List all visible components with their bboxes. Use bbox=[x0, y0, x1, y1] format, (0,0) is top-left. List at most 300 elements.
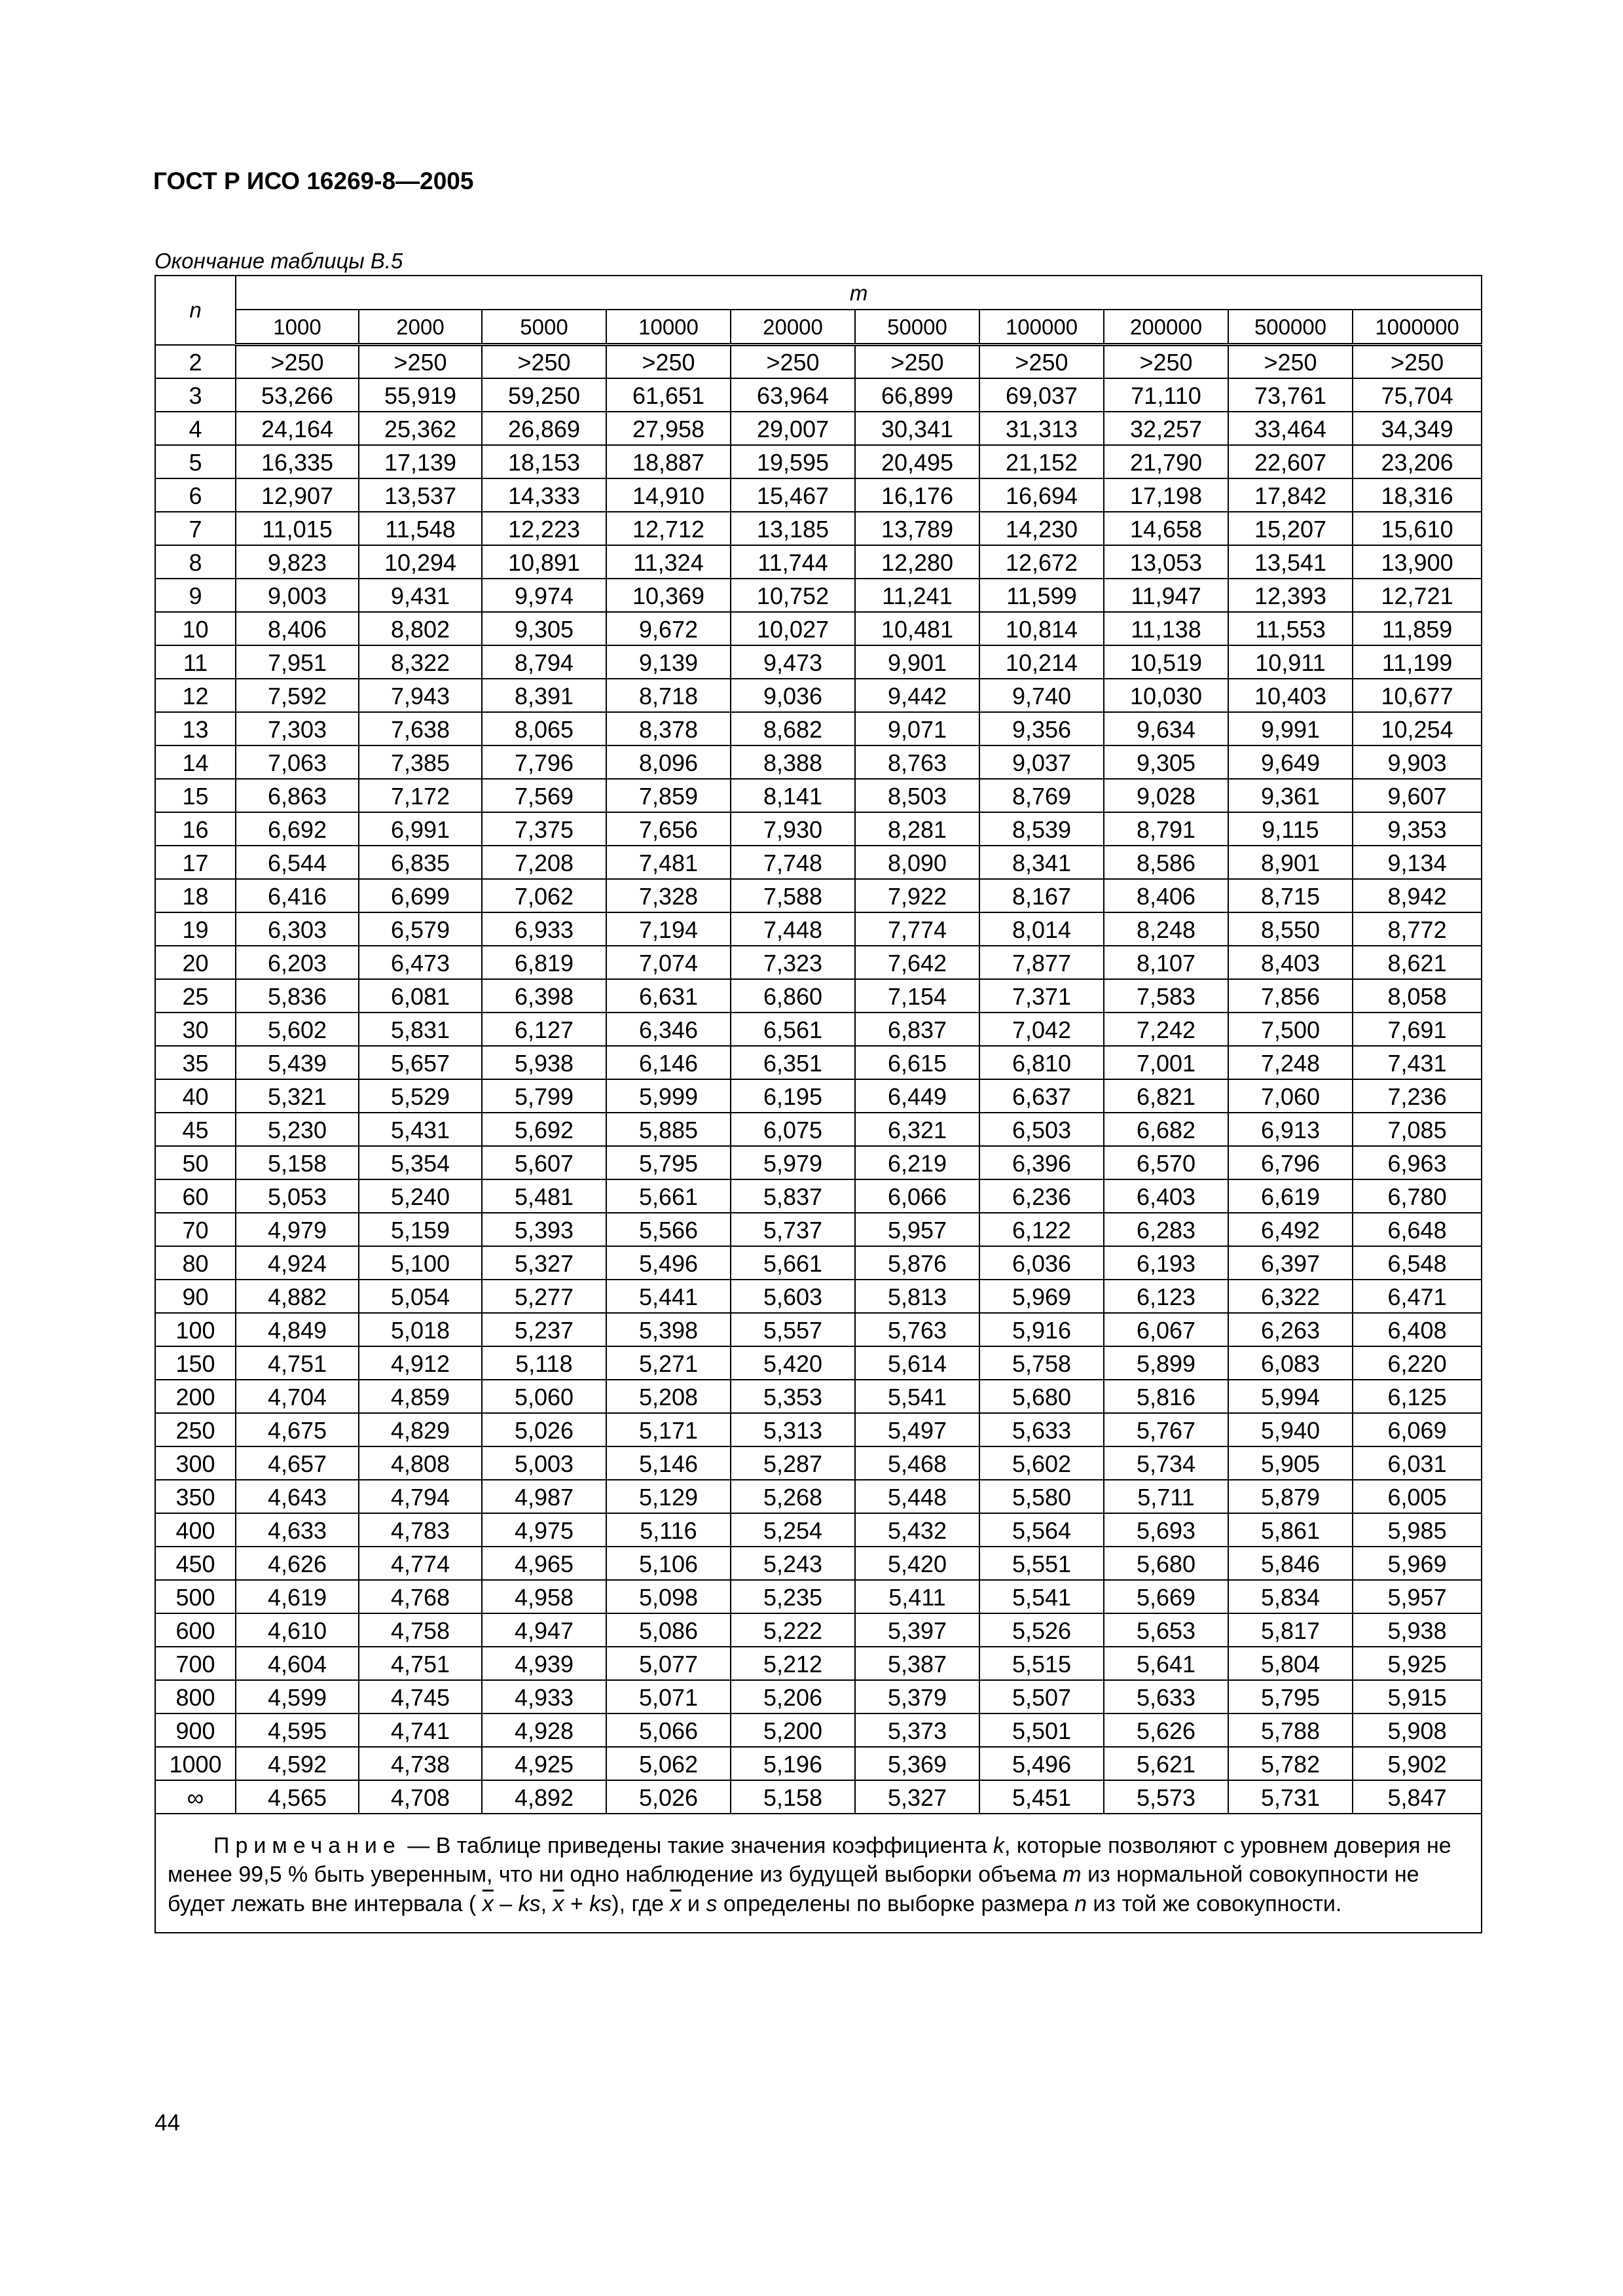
value-cell: 5,526 bbox=[979, 1613, 1104, 1647]
value-cell: 6,561 bbox=[731, 1013, 855, 1046]
value-cell: 27,958 bbox=[606, 412, 731, 445]
value-cell: 7,638 bbox=[359, 712, 482, 745]
value-cell: 5,837 bbox=[731, 1179, 855, 1213]
value-cell: 5,196 bbox=[731, 1747, 855, 1780]
value-cell: 4,987 bbox=[482, 1480, 606, 1513]
value-cell: 21,152 bbox=[979, 445, 1104, 478]
value-cell: 5,925 bbox=[1353, 1647, 1482, 1680]
value-cell: 4,768 bbox=[359, 1580, 482, 1613]
value-cell: 5,680 bbox=[979, 1380, 1104, 1413]
value-cell: 5,916 bbox=[979, 1313, 1104, 1346]
value-cell: 5,957 bbox=[855, 1213, 979, 1246]
value-cell: 4,738 bbox=[359, 1747, 482, 1780]
table-row bbox=[155, 846, 1482, 879]
value-cell: 5,940 bbox=[1228, 1413, 1353, 1446]
table-row bbox=[155, 712, 1482, 745]
m-header-cell: 2000 bbox=[359, 310, 482, 345]
value-cell: 5,831 bbox=[359, 1013, 482, 1046]
n-cell: 16 bbox=[155, 812, 236, 846]
value-cell: 5,602 bbox=[979, 1446, 1104, 1480]
table-row bbox=[155, 679, 1482, 712]
value-cell: 5,633 bbox=[1104, 1680, 1228, 1713]
value-cell: 6,203 bbox=[236, 946, 359, 979]
value-cell: 5,861 bbox=[1228, 1513, 1353, 1547]
table-row bbox=[155, 946, 1482, 979]
value-cell: 6,036 bbox=[979, 1246, 1104, 1280]
value-cell: 5,501 bbox=[979, 1713, 1104, 1747]
value-cell: 6,933 bbox=[482, 912, 606, 946]
table-row bbox=[155, 612, 1482, 645]
n-cell: 35 bbox=[155, 1046, 236, 1079]
value-cell: 5,369 bbox=[855, 1747, 979, 1780]
value-cell: 5,235 bbox=[731, 1580, 855, 1613]
n-cell: 500 bbox=[155, 1580, 236, 1613]
value-cell: 10,027 bbox=[731, 612, 855, 645]
value-cell: 5,603 bbox=[731, 1280, 855, 1313]
value-cell: 5,287 bbox=[731, 1446, 855, 1480]
value-cell: 4,979 bbox=[236, 1213, 359, 1246]
m-header-cell: 10000 bbox=[606, 310, 731, 345]
value-cell: 5,938 bbox=[482, 1046, 606, 1079]
value-cell: 7,569 bbox=[482, 779, 606, 812]
n-cell: 10 bbox=[155, 612, 236, 645]
n-cell: 350 bbox=[155, 1480, 236, 1513]
value-cell: 8,090 bbox=[855, 846, 979, 879]
n-cell: 3 bbox=[155, 378, 236, 412]
value-cell: 6,579 bbox=[359, 912, 482, 946]
value-cell: 7,375 bbox=[482, 812, 606, 846]
value-cell: 6,398 bbox=[482, 979, 606, 1013]
value-cell: 10,403 bbox=[1228, 679, 1353, 712]
value-cell: 6,408 bbox=[1353, 1313, 1482, 1346]
value-cell: 5,529 bbox=[359, 1079, 482, 1113]
value-cell: 11,548 bbox=[359, 512, 482, 545]
value-cell: 5,129 bbox=[606, 1480, 731, 1513]
value-cell: 5,393 bbox=[482, 1213, 606, 1246]
table-row bbox=[155, 345, 1482, 378]
value-cell: 8,682 bbox=[731, 712, 855, 745]
value-cell: 5,507 bbox=[979, 1680, 1104, 1713]
n-cell: 450 bbox=[155, 1547, 236, 1580]
value-cell: 5,607 bbox=[482, 1146, 606, 1179]
value-cell: 5,354 bbox=[359, 1146, 482, 1179]
value-cell: 11,241 bbox=[855, 579, 979, 612]
value-cell: 5,060 bbox=[482, 1380, 606, 1413]
n-cell: 9 bbox=[155, 579, 236, 612]
value-cell: 4,933 bbox=[482, 1680, 606, 1713]
value-cell: 12,223 bbox=[482, 512, 606, 545]
value-cell: 15,207 bbox=[1228, 512, 1353, 545]
value-cell: 6,863 bbox=[236, 779, 359, 812]
value-cell: 5,876 bbox=[855, 1246, 979, 1280]
n-cell: 70 bbox=[155, 1213, 236, 1246]
value-cell: 5,321 bbox=[236, 1079, 359, 1113]
n-cell: 80 bbox=[155, 1246, 236, 1280]
value-cell: 8,248 bbox=[1104, 912, 1228, 946]
value-cell: 5,847 bbox=[1353, 1780, 1482, 1814]
table-row bbox=[155, 1113, 1482, 1146]
n-cell: 700 bbox=[155, 1647, 236, 1680]
value-cell: 5,564 bbox=[979, 1513, 1104, 1547]
value-cell: 20,495 bbox=[855, 445, 979, 478]
value-cell: 6,544 bbox=[236, 846, 359, 879]
value-cell: 5,398 bbox=[606, 1313, 731, 1346]
m-header-cell: 200000 bbox=[1104, 310, 1228, 345]
value-cell: 5,908 bbox=[1353, 1713, 1482, 1747]
value-cell: 7,208 bbox=[482, 846, 606, 879]
value-cell: 5,054 bbox=[359, 1280, 482, 1313]
value-cell: 5,353 bbox=[731, 1380, 855, 1413]
value-cell: 10,752 bbox=[731, 579, 855, 612]
value-cell: 13,789 bbox=[855, 512, 979, 545]
value-cell: 6,066 bbox=[855, 1179, 979, 1213]
table-row bbox=[155, 779, 1482, 812]
value-cell: 18,887 bbox=[606, 445, 731, 478]
value-cell: 12,721 bbox=[1353, 579, 1482, 612]
value-cell: 9,115 bbox=[1228, 812, 1353, 846]
value-cell: 6,219 bbox=[855, 1146, 979, 1179]
value-cell: 7,242 bbox=[1104, 1013, 1228, 1046]
value-cell: 7,943 bbox=[359, 679, 482, 712]
n-cell: 50 bbox=[155, 1146, 236, 1179]
value-cell: 5,003 bbox=[482, 1446, 606, 1480]
table-row bbox=[155, 879, 1482, 912]
value-cell: 4,704 bbox=[236, 1380, 359, 1413]
value-cell: >250 bbox=[979, 345, 1104, 378]
value-cell: 4,783 bbox=[359, 1513, 482, 1547]
value-cell: 5,602 bbox=[236, 1013, 359, 1046]
value-cell: 8,715 bbox=[1228, 879, 1353, 912]
n-cell: 100 bbox=[155, 1313, 236, 1346]
value-cell: 17,198 bbox=[1104, 478, 1228, 512]
value-cell: 4,939 bbox=[482, 1647, 606, 1680]
value-cell: 5,767 bbox=[1104, 1413, 1228, 1446]
value-cell: 5,804 bbox=[1228, 1647, 1353, 1680]
m-header-cell: 5000 bbox=[482, 310, 606, 345]
value-cell: 4,610 bbox=[236, 1613, 359, 1647]
value-cell: 6,083 bbox=[1228, 1346, 1353, 1380]
value-cell: >250 bbox=[1104, 345, 1228, 378]
value-cell: 10,814 bbox=[979, 612, 1104, 645]
table-caption: Окончание таблицы В.5 bbox=[155, 249, 403, 273]
table-row bbox=[155, 1446, 1482, 1480]
m-header-cell: 1000 bbox=[236, 310, 359, 345]
value-cell: 10,519 bbox=[1104, 645, 1228, 679]
value-cell: 16,176 bbox=[855, 478, 979, 512]
value-cell: 4,829 bbox=[359, 1413, 482, 1446]
value-cell: 13,541 bbox=[1228, 545, 1353, 579]
value-cell: 5,106 bbox=[606, 1547, 731, 1580]
n-cell: 13 bbox=[155, 712, 236, 745]
value-cell: 6,146 bbox=[606, 1046, 731, 1079]
value-cell: 4,859 bbox=[359, 1380, 482, 1413]
value-cell: 7,060 bbox=[1228, 1079, 1353, 1113]
value-cell: 6,548 bbox=[1353, 1246, 1482, 1280]
value-cell: >250 bbox=[236, 345, 359, 378]
value-cell: 5,813 bbox=[855, 1280, 979, 1313]
value-cell: 6,570 bbox=[1104, 1146, 1228, 1179]
value-cell: 5,468 bbox=[855, 1446, 979, 1480]
value-cell: 11,947 bbox=[1104, 579, 1228, 612]
n-cell: 200 bbox=[155, 1380, 236, 1413]
value-cell: 6,991 bbox=[359, 812, 482, 846]
table-row bbox=[155, 1346, 1482, 1380]
n-cell: 800 bbox=[155, 1680, 236, 1713]
value-cell: 10,030 bbox=[1104, 679, 1228, 712]
n-cell: 900 bbox=[155, 1713, 236, 1747]
value-cell: 5,397 bbox=[855, 1613, 979, 1647]
n-cell: 15 bbox=[155, 779, 236, 812]
value-cell: 5,481 bbox=[482, 1179, 606, 1213]
value-cell: 6,473 bbox=[359, 946, 482, 979]
value-cell: 9,353 bbox=[1353, 812, 1482, 846]
value-cell: 4,751 bbox=[236, 1346, 359, 1380]
value-cell: >250 bbox=[1228, 345, 1353, 378]
m-header-cell: 1000000 bbox=[1353, 310, 1482, 345]
table-row bbox=[155, 1580, 1482, 1613]
value-cell: 7,951 bbox=[236, 645, 359, 679]
value-cell: 13,053 bbox=[1104, 545, 1228, 579]
value-cell: 15,610 bbox=[1353, 512, 1482, 545]
table-row bbox=[155, 545, 1482, 579]
value-cell: 13,537 bbox=[359, 478, 482, 512]
value-cell: 6,471 bbox=[1353, 1280, 1482, 1313]
table-row bbox=[155, 1380, 1482, 1413]
value-cell: 5,541 bbox=[855, 1380, 979, 1413]
value-cell: 10,214 bbox=[979, 645, 1104, 679]
value-cell: 5,661 bbox=[731, 1246, 855, 1280]
value-cell: >250 bbox=[606, 345, 731, 378]
value-cell: 10,891 bbox=[482, 545, 606, 579]
value-cell: 4,774 bbox=[359, 1547, 482, 1580]
value-cell: 6,692 bbox=[236, 812, 359, 846]
value-cell: 6,416 bbox=[236, 879, 359, 912]
value-cell: 7,448 bbox=[731, 912, 855, 946]
table-row bbox=[155, 1179, 1482, 1213]
value-cell: 5,763 bbox=[855, 1313, 979, 1346]
value-cell: 11,744 bbox=[731, 545, 855, 579]
value-cell: 8,058 bbox=[1353, 979, 1482, 1013]
value-cell: 11,553 bbox=[1228, 612, 1353, 645]
value-cell: 5,071 bbox=[606, 1680, 731, 1713]
value-cell: 5,905 bbox=[1228, 1446, 1353, 1480]
n-cell: 12 bbox=[155, 679, 236, 712]
value-cell: 4,599 bbox=[236, 1680, 359, 1713]
value-cell: 33,464 bbox=[1228, 412, 1353, 445]
value-cell: 4,882 bbox=[236, 1280, 359, 1313]
value-cell: 9,305 bbox=[482, 612, 606, 645]
value-cell: 5,621 bbox=[1104, 1747, 1228, 1780]
value-cell: 5,496 bbox=[979, 1747, 1104, 1780]
value-cell: 5,086 bbox=[606, 1613, 731, 1647]
value-cell: 5,957 bbox=[1353, 1580, 1482, 1613]
value-cell: 5,098 bbox=[606, 1580, 731, 1613]
value-cell: 8,791 bbox=[1104, 812, 1228, 846]
value-cell: 8,406 bbox=[236, 612, 359, 645]
value-cell: 5,439 bbox=[236, 1046, 359, 1079]
table-row bbox=[155, 1046, 1482, 1079]
value-cell: 4,794 bbox=[359, 1480, 482, 1513]
value-cell: 12,712 bbox=[606, 512, 731, 545]
n-cell: 18 bbox=[155, 879, 236, 912]
value-cell: 61,651 bbox=[606, 378, 731, 412]
value-cell: 10,254 bbox=[1353, 712, 1482, 745]
m-header-cell: 50000 bbox=[855, 310, 979, 345]
value-cell: 5,551 bbox=[979, 1547, 1104, 1580]
value-cell: 6,193 bbox=[1104, 1246, 1228, 1280]
value-cell: 11,015 bbox=[236, 512, 359, 545]
table-row bbox=[155, 1079, 1482, 1113]
value-cell: 5,432 bbox=[855, 1513, 979, 1547]
value-cell: 9,901 bbox=[855, 645, 979, 679]
value-cell: 5,271 bbox=[606, 1346, 731, 1380]
n-cell: 400 bbox=[155, 1513, 236, 1547]
value-cell: 6,081 bbox=[359, 979, 482, 1013]
value-cell: 5,327 bbox=[855, 1780, 979, 1814]
value-cell: 7,796 bbox=[482, 745, 606, 779]
value-cell: 5,969 bbox=[979, 1280, 1104, 1313]
value-cell: 5,268 bbox=[731, 1480, 855, 1513]
table-note: Примечание — В таблице приведены такие значения коэффициента k, которые позволяют с уровнем доверия не менее 99,5 % быть уверенным, что ни одно наблюдение из будущей выборки объема m из нормальной совокупности не будет лежать вне интервала ( $\overline{x}$ – ks, $\overline{x} + ks$), где $\overline{x}$ и s определены по выборке размера n из той же совокупности. bbox=[155, 1814, 1482, 1933]
n-cell: 6 bbox=[155, 478, 236, 512]
table-row bbox=[155, 1780, 1482, 1814]
value-cell: 6,837 bbox=[855, 1013, 979, 1046]
value-cell: 7,588 bbox=[731, 879, 855, 912]
value-cell: 5,902 bbox=[1353, 1747, 1482, 1780]
value-cell: 13,900 bbox=[1353, 545, 1482, 579]
value-cell: 8,107 bbox=[1104, 946, 1228, 979]
value-cell: 11,599 bbox=[979, 579, 1104, 612]
value-cell: 5,171 bbox=[606, 1413, 731, 1446]
value-cell: 9,823 bbox=[236, 545, 359, 579]
value-cell: 5,237 bbox=[482, 1313, 606, 1346]
note-label: Примечание bbox=[213, 1833, 401, 1858]
table-row bbox=[155, 745, 1482, 779]
value-cell: 4,958 bbox=[482, 1580, 606, 1613]
value-cell: 4,592 bbox=[236, 1747, 359, 1780]
n-cell: 600 bbox=[155, 1613, 236, 1647]
value-cell: 10,911 bbox=[1228, 645, 1353, 679]
value-cell: 7,371 bbox=[979, 979, 1104, 1013]
value-cell: 5,693 bbox=[1104, 1513, 1228, 1547]
value-cell: 8,769 bbox=[979, 779, 1104, 812]
value-cell: >250 bbox=[855, 345, 979, 378]
value-cell: 5,026 bbox=[606, 1780, 731, 1814]
value-cell: 5,816 bbox=[1104, 1380, 1228, 1413]
value-cell: 6,122 bbox=[979, 1213, 1104, 1246]
value-cell: 5,795 bbox=[606, 1146, 731, 1179]
value-cell: 6,346 bbox=[606, 1013, 731, 1046]
value-cell: 5,557 bbox=[731, 1313, 855, 1346]
value-cell: 10,294 bbox=[359, 545, 482, 579]
value-cell: 6,780 bbox=[1353, 1179, 1482, 1213]
value-cell: 5,026 bbox=[482, 1413, 606, 1446]
value-cell: 5,541 bbox=[979, 1580, 1104, 1613]
table-row bbox=[155, 1547, 1482, 1580]
value-cell: 6,619 bbox=[1228, 1179, 1353, 1213]
table-row bbox=[155, 1246, 1482, 1280]
value-cell: 5,573 bbox=[1104, 1780, 1228, 1814]
value-cell: >250 bbox=[731, 345, 855, 378]
value-cell: 5,118 bbox=[482, 1346, 606, 1380]
table-row bbox=[155, 979, 1482, 1013]
value-cell: 4,925 bbox=[482, 1747, 606, 1780]
n-cell: 25 bbox=[155, 979, 236, 1013]
page-number: 44 bbox=[155, 2110, 180, 2136]
value-cell: 6,236 bbox=[979, 1179, 1104, 1213]
value-cell: 6,263 bbox=[1228, 1313, 1353, 1346]
value-cell: 6,819 bbox=[482, 946, 606, 979]
value-cell: 8,014 bbox=[979, 912, 1104, 946]
value-cell: 4,741 bbox=[359, 1713, 482, 1747]
table-row bbox=[155, 445, 1482, 478]
value-cell: 5,614 bbox=[855, 1346, 979, 1380]
n-cell: 60 bbox=[155, 1179, 236, 1213]
value-cell: 5,657 bbox=[359, 1046, 482, 1079]
value-cell: 7,691 bbox=[1353, 1013, 1482, 1046]
value-cell: 5,979 bbox=[731, 1146, 855, 1179]
value-cell: 8,550 bbox=[1228, 912, 1353, 946]
value-cell: 8,718 bbox=[606, 679, 731, 712]
value-cell: 9,473 bbox=[731, 645, 855, 679]
value-cell: 6,283 bbox=[1104, 1213, 1228, 1246]
value-cell: 10,369 bbox=[606, 579, 731, 612]
n-cell: 19 bbox=[155, 912, 236, 946]
value-cell: 23,206 bbox=[1353, 445, 1482, 478]
value-cell: 7,656 bbox=[606, 812, 731, 846]
value-cell: 11,199 bbox=[1353, 645, 1482, 679]
value-cell: 5,834 bbox=[1228, 1580, 1353, 1613]
value-cell: 6,503 bbox=[979, 1113, 1104, 1146]
n-cell: 30 bbox=[155, 1013, 236, 1046]
value-cell: 8,388 bbox=[731, 745, 855, 779]
value-cell: 14,658 bbox=[1104, 512, 1228, 545]
value-cell: 8,763 bbox=[855, 745, 979, 779]
value-cell: 7,500 bbox=[1228, 1013, 1353, 1046]
value-cell: 71,110 bbox=[1104, 378, 1228, 412]
value-cell: 6,835 bbox=[359, 846, 482, 879]
value-cell: 5,243 bbox=[731, 1547, 855, 1580]
value-cell: 24,164 bbox=[236, 412, 359, 445]
value-cell: 34,349 bbox=[1353, 412, 1482, 445]
n-cell: 2 bbox=[155, 345, 236, 378]
value-cell: 5,737 bbox=[731, 1213, 855, 1246]
value-cell: 75,704 bbox=[1353, 378, 1482, 412]
value-cell: 5,885 bbox=[606, 1113, 731, 1146]
value-cell: 29,007 bbox=[731, 412, 855, 445]
value-cell: 5,680 bbox=[1104, 1547, 1228, 1580]
value-cell: 9,036 bbox=[731, 679, 855, 712]
coefficient-table bbox=[155, 275, 1482, 1933]
n-cell: 45 bbox=[155, 1113, 236, 1146]
value-cell: 17,139 bbox=[359, 445, 482, 478]
value-cell: 9,305 bbox=[1104, 745, 1228, 779]
value-cell: 4,928 bbox=[482, 1713, 606, 1747]
value-cell: 7,172 bbox=[359, 779, 482, 812]
table-row bbox=[155, 912, 1482, 946]
table-row bbox=[155, 579, 1482, 612]
value-cell: 7,001 bbox=[1104, 1046, 1228, 1079]
value-cell: 7,583 bbox=[1104, 979, 1228, 1013]
n-cell: 150 bbox=[155, 1346, 236, 1380]
value-cell: 8,167 bbox=[979, 879, 1104, 912]
value-cell: 6,492 bbox=[1228, 1213, 1353, 1246]
value-cell: 9,903 bbox=[1353, 745, 1482, 779]
value-cell: 8,802 bbox=[359, 612, 482, 645]
value-cell: 5,053 bbox=[236, 1179, 359, 1213]
value-cell: 4,924 bbox=[236, 1246, 359, 1280]
value-cell: 66,899 bbox=[855, 378, 979, 412]
